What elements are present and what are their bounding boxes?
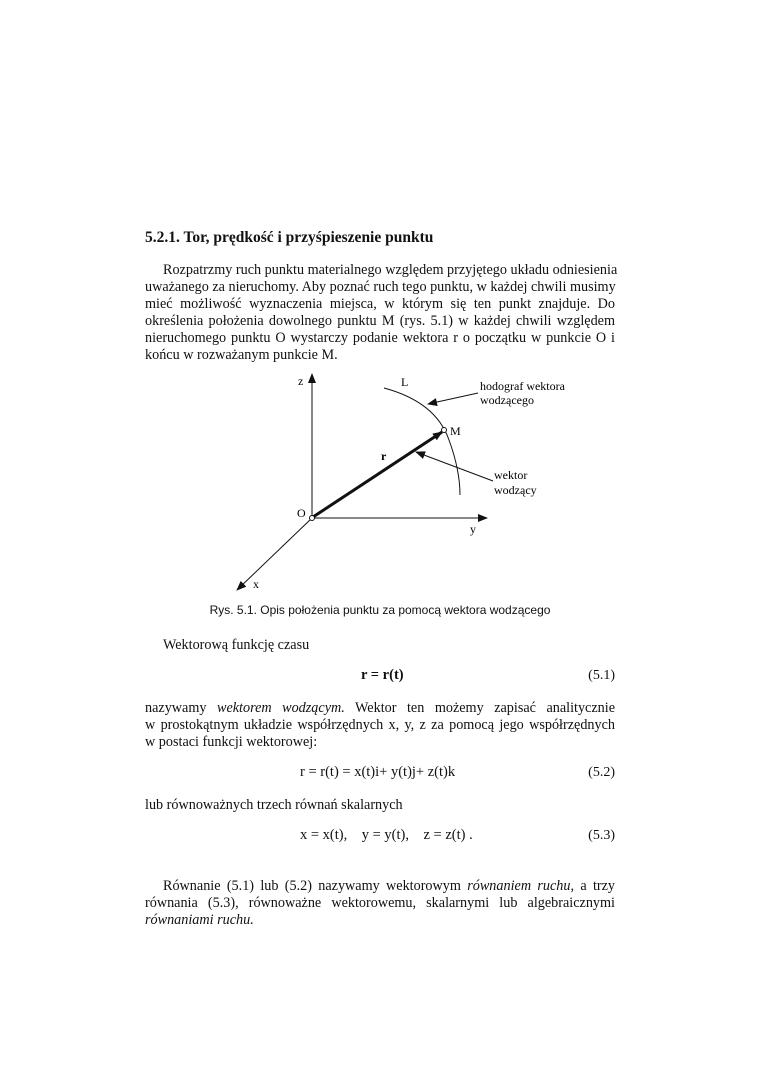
italic-term: równaniem ruchu, bbox=[467, 878, 575, 894]
paragraph-line bbox=[145, 700, 615, 717]
label-z: z bbox=[298, 374, 304, 388]
text: nazywamy bbox=[145, 700, 217, 716]
label-wektor-1: wektor bbox=[494, 468, 528, 482]
paragraph-line: uważanego za nieruchomy. Aby poznać ruch tego punktu, w każdej chwili musimy bbox=[145, 279, 616, 295]
paragraph-line: mieć możliwość wyznaczenia miejsca, w którym się ten punkt znajduje. Do bbox=[145, 296, 615, 312]
paragraph-line bbox=[163, 878, 615, 895]
equation-number: (5.1) bbox=[588, 668, 615, 683]
figure-caption: Rys. 5.1. Opis położenia punktu za pomocą wektora wodzącego bbox=[209, 603, 551, 617]
label-o: O bbox=[297, 506, 306, 520]
italic-term: wektorem wodzącym. bbox=[216, 700, 345, 716]
label-l: L bbox=[401, 375, 409, 389]
label-x: x bbox=[253, 577, 259, 591]
equation-5-1: r = r(t) bbox=[361, 667, 404, 683]
label-y: y bbox=[470, 522, 476, 536]
equation-5-2: r = r(t) = x(t)i+ y(t)j+ z(t)k bbox=[300, 764, 456, 780]
text: Równanie (5.1) lub (5.2) nazywamy wektorowym bbox=[163, 878, 468, 894]
paragraph-line: w prostokątnym układzie współrzędnych x, y, z za pomocą jego współrzędnych bbox=[145, 717, 615, 733]
label-wektor-2: wodzący bbox=[494, 483, 537, 497]
x-axis bbox=[237, 518, 312, 590]
hodograph-curve bbox=[384, 388, 460, 495]
text: a trzy bbox=[574, 878, 616, 894]
label-hodograf-2: wodzącego bbox=[480, 393, 534, 407]
paragraph-line: nieruchomego punktu O wystarczy podanie wektora r o początku w punkcie O i bbox=[145, 330, 615, 346]
label-r: r bbox=[381, 449, 387, 463]
equation-number: (5.3) bbox=[588, 828, 615, 843]
paragraph-line bbox=[145, 912, 615, 929]
intro-text: lub równoważnych trzech równań skalarnych bbox=[145, 797, 403, 813]
paragraph-line: określenia położenia dowolnego punktu M (rys. 5.1) w każdej chwili względem bbox=[145, 313, 615, 329]
label-hodograf-1: hodograf wektora bbox=[480, 379, 565, 393]
equation-5-3: x = x(t), y = y(t), z = z(t) . bbox=[300, 827, 473, 843]
label-m: M bbox=[450, 424, 461, 438]
paragraph-line: równania (5.3), równoważne wektorowemu, skalarnymi lub algebraicznymi bbox=[145, 895, 615, 911]
intro-text: Wektorową funkcję czasu bbox=[163, 637, 310, 653]
italic-term: równaniami ruchu. bbox=[145, 912, 254, 928]
text: Wektor ten możemy zapisać analitycznie bbox=[344, 700, 615, 716]
section-title: 5.2.1. Tor, prędkość i przyśpieszenie punktu bbox=[145, 229, 434, 246]
equation-number: (5.2) bbox=[588, 765, 615, 780]
paragraph-line: w postaci funkcji wektorowej: bbox=[145, 734, 318, 750]
point-o bbox=[310, 516, 315, 521]
point-m bbox=[442, 428, 447, 433]
hodograph-pointer bbox=[428, 393, 478, 404]
position-vector-r bbox=[313, 432, 442, 517]
paragraph-line: końcu w rozważanym punkcie M. bbox=[145, 347, 338, 363]
paragraph-line: Rozpatrzmy ruch punktu materialnego względem przyjętego układu odniesienia bbox=[163, 262, 618, 278]
